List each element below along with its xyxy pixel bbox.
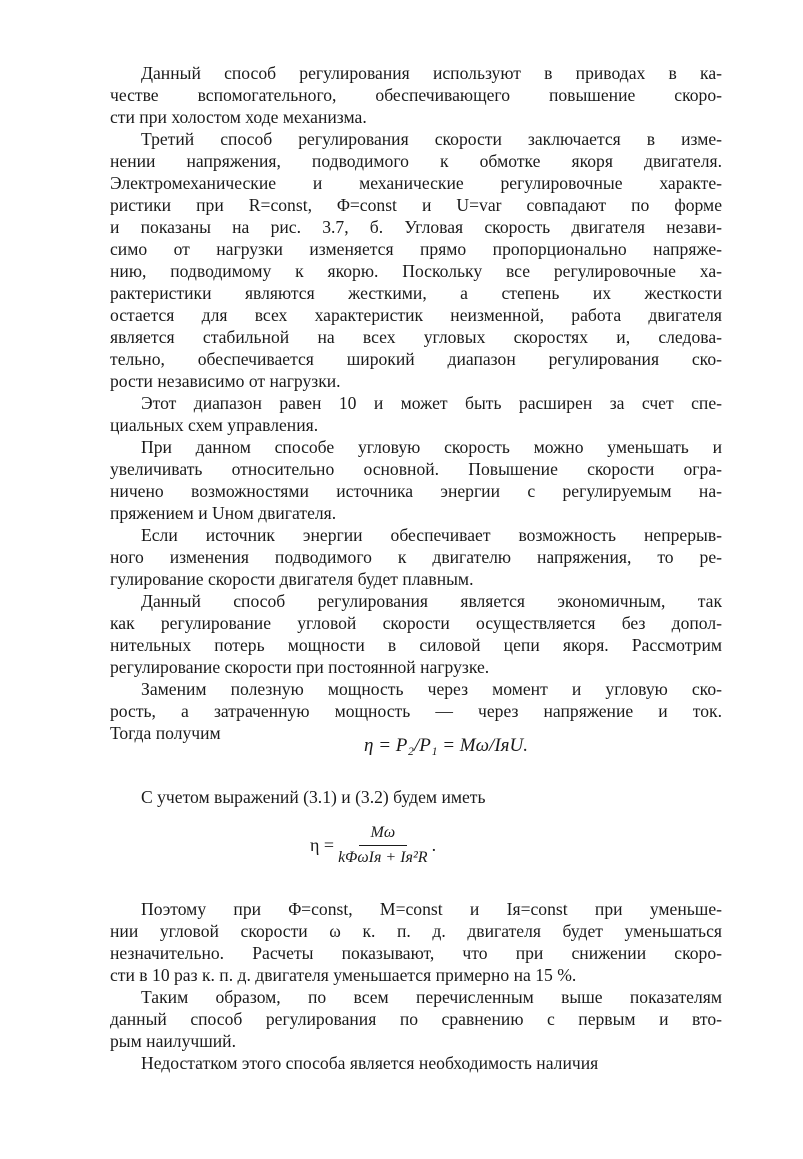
text-line: тельно, обеспечивается широкий диапазон регулирования ско- [110, 349, 722, 369]
text-line: является стабильной на всех угловых скоростях и, следова- [110, 327, 722, 347]
text-line: рости независимо от нагрузки. [110, 371, 341, 391]
body-text-after [110, 898, 722, 1074]
text-line: Электромеханические и механические регулировочные характе- [110, 173, 722, 193]
fraction-denominator: kΦωIя + Iя²R [338, 849, 428, 866]
formula-lhs: η = [310, 835, 335, 855]
paragraph [110, 590, 722, 678]
text-line: нительных потерь мощности в силовой цепи якоря. Рассмотрим [110, 635, 722, 655]
text-line: симо от нагрузки изменяется прямо пропорционально напряже- [110, 239, 722, 259]
fraction [338, 824, 427, 867]
fraction-numerator: Mω [359, 824, 408, 846]
text-line: регулирование скорости при постоянной нагрузке. [110, 657, 490, 677]
text-line: Этот диапазон равен 10 и может быть расширен за счет спе- [141, 393, 722, 413]
text-line: ного изменения подводимого к двигателю напряжения, то ре- [110, 547, 722, 567]
text-line: Недостатком этого способа является необходимость наличия [141, 1053, 599, 1073]
text-line: как регулирование угловой скорости осуществляется без допол- [110, 613, 722, 633]
body-text [110, 62, 722, 744]
text-line: нении напряжения, подводимого к обмотке якоря двигателя. [110, 151, 722, 171]
text-line: сти при холостом ходе механизма. [110, 107, 367, 127]
text-line: ристики при R=const, Φ=const и U=var совпадают по форме [110, 195, 722, 215]
text-line: нию, подводимому к якорю. Поскольку все регулировочные ха- [110, 261, 722, 281]
text-line: рость, а затраченную мощность — через напряжение и ток. [110, 701, 722, 721]
paragraph [110, 62, 722, 128]
text-line: Третий способ регулирования скорости заключается в изме- [141, 129, 722, 149]
efficiency-formula: η = P₂/P₁ = Mω/IяU. [364, 735, 528, 756]
text-line: и показаны на рис. 3.7, б. Угловая скорость двигателя незави- [110, 217, 722, 237]
text-line: гулирование скорости двигателя будет плавным. [110, 569, 474, 589]
paragraph [110, 898, 722, 986]
text-line: сти в 10 раз к. п. д. двигателя уменьшается примерно на 15 %. [110, 965, 577, 985]
text-line: нии угловой скорости ω к. п. д. двигателя будет уменьшаться [110, 921, 722, 941]
paragraph [110, 524, 722, 590]
text-line: Таким образом, по всем перечисленным выше показателям [141, 987, 722, 1007]
text-line: Данный способ регулирования является экономичным, так [141, 591, 722, 611]
text-line: Поэтому при Φ=const, M=const и Iя=const при уменьше- [141, 899, 722, 919]
text-line: Если источник энергии обеспечивает возможность непрерыв- [141, 525, 722, 545]
paragraph [110, 392, 722, 436]
paragraph [110, 128, 722, 392]
text-line: данный способ регулирования по сравнению с первым и вто- [110, 1009, 722, 1029]
text-line: увеличивать относительно основной. Повышение скорости огра- [110, 459, 722, 479]
text-line: Тогда получим [110, 723, 221, 743]
text-line: рактеристики являются жесткими, а степень их жесткости [110, 283, 722, 303]
text-line: ничено возможностями источника энергии с регулируемым на- [110, 481, 722, 501]
text-line: рым наилучший. [110, 1031, 236, 1051]
text-line: незначительно. Расчеты показывают, что при снижении скоро- [110, 943, 722, 963]
text-line: При данном способе угловую скорость можно уменьшать и [141, 437, 722, 457]
text-line: Заменим полезную мощность через момент и угловую ско- [141, 679, 722, 699]
efficiency-fraction-formula [310, 824, 436, 867]
text-line: Данный способ регулирования используют в приводах в ка- [141, 63, 722, 83]
paragraph [110, 986, 722, 1052]
text-line: циальных схем управления. [110, 415, 319, 435]
paragraph [110, 1052, 722, 1074]
text-line: пряжением и Uном двигателя. [110, 503, 337, 523]
paragraph [110, 436, 722, 524]
text-line: честве вспомогательного, обеспечивающего повышение скоро- [110, 85, 722, 105]
text-line: остается для всех характеристик неизменной, работа двигателя [110, 305, 722, 325]
formula-tail: . [431, 835, 437, 855]
body-text-mid [110, 786, 722, 808]
text-line: С учетом выражений (3.1) и (3.2) будем иметь [141, 787, 486, 807]
